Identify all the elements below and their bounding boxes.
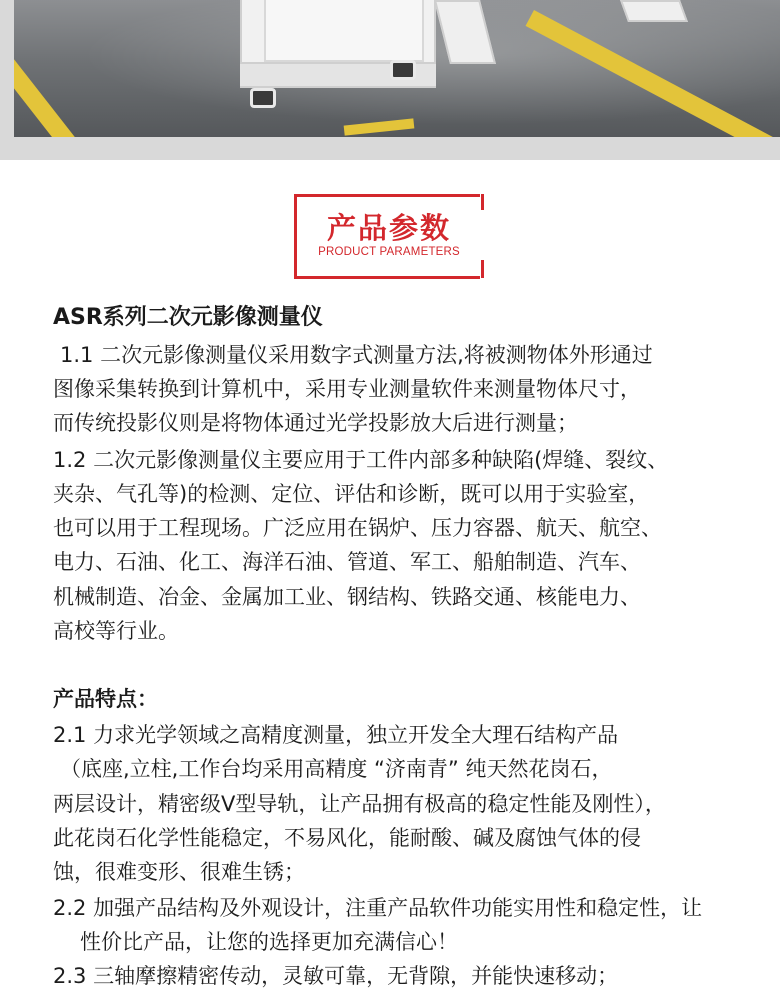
product-heading: ASR系列二次元影像测量仪 xyxy=(53,305,323,330)
badge-title: 产品参数 xyxy=(326,211,451,245)
features-title: 产品特点： xyxy=(53,687,158,711)
badge-border-bottom xyxy=(294,276,480,279)
section-badge xyxy=(294,194,484,280)
product-photo xyxy=(14,0,780,137)
feature-line: 2.3 三轴摩擦精密传动，灵敏可靠，无背隙，并能快速移动； xyxy=(53,964,619,988)
machine-stand-foot xyxy=(620,0,688,22)
body-line: 电力、石油、化工、海洋石油、管道、军工、船舶制造、汽车、 xyxy=(53,550,641,574)
badge-border-right-bottom xyxy=(481,260,484,278)
feature-line: 性价比产品，让您的选择更加充满信心！ xyxy=(80,930,458,954)
body-line: 机械制造、冶金、金属加工业、钢结构、铁路交通、核能电力、 xyxy=(53,585,641,609)
feature-line: 2.1 力求光学领域之高精度测量，独立开发全大理石结构产品 xyxy=(53,723,619,747)
caster-wheel-icon xyxy=(250,88,276,108)
product-photo-frame xyxy=(0,0,780,160)
feature-line: 此花岗石化学性能稳定，不易风化，能耐酸、碱及腐蚀气体的侵 xyxy=(53,826,641,850)
body-line: 夹杂、气孔等)的检测、定位、评估和诊断，既可以用于实验室， xyxy=(53,482,650,506)
feature-line: （底座,立柱,工作台均采用高精度 “济南青” 纯天然花岗石， xyxy=(60,757,613,781)
body-line: 1.1 二次元影像测量仪采用数字式测量方法,将被测物体外形通过 xyxy=(60,343,653,367)
body-line: 1.2 二次元影像测量仪主要应用于工件内部多种缺陷(焊缝、裂纹、 xyxy=(53,448,669,472)
badge-border-top xyxy=(294,194,480,197)
body-line: 而传统投影仪则是将物体通过光学投影放大后进行测量； xyxy=(53,411,578,435)
feature-line: 2.2 加强产品结构及外观设计，注重产品软件功能实用性和稳定性，让 xyxy=(53,896,703,920)
caster-wheel-icon xyxy=(390,60,416,80)
body-line: 图像采集转换到计算机中，采用专业测量软件来测量物体尺寸， xyxy=(53,377,641,401)
feature-line: 蚀，很难变形、很难生锈； xyxy=(53,860,305,884)
badge-subtitle: PRODUCT PARAMETERS xyxy=(318,246,460,258)
cabinet-door xyxy=(264,0,424,62)
body-line: 也可以用于工程现场。广泛应用在锅炉、压力容器、航天、航空、 xyxy=(53,516,662,540)
feature-line: 两层设计，精密级V型导轨，让产品拥有极高的稳定性能及刚性）， xyxy=(53,792,666,816)
body-line: 高校等行业。 xyxy=(53,619,179,643)
